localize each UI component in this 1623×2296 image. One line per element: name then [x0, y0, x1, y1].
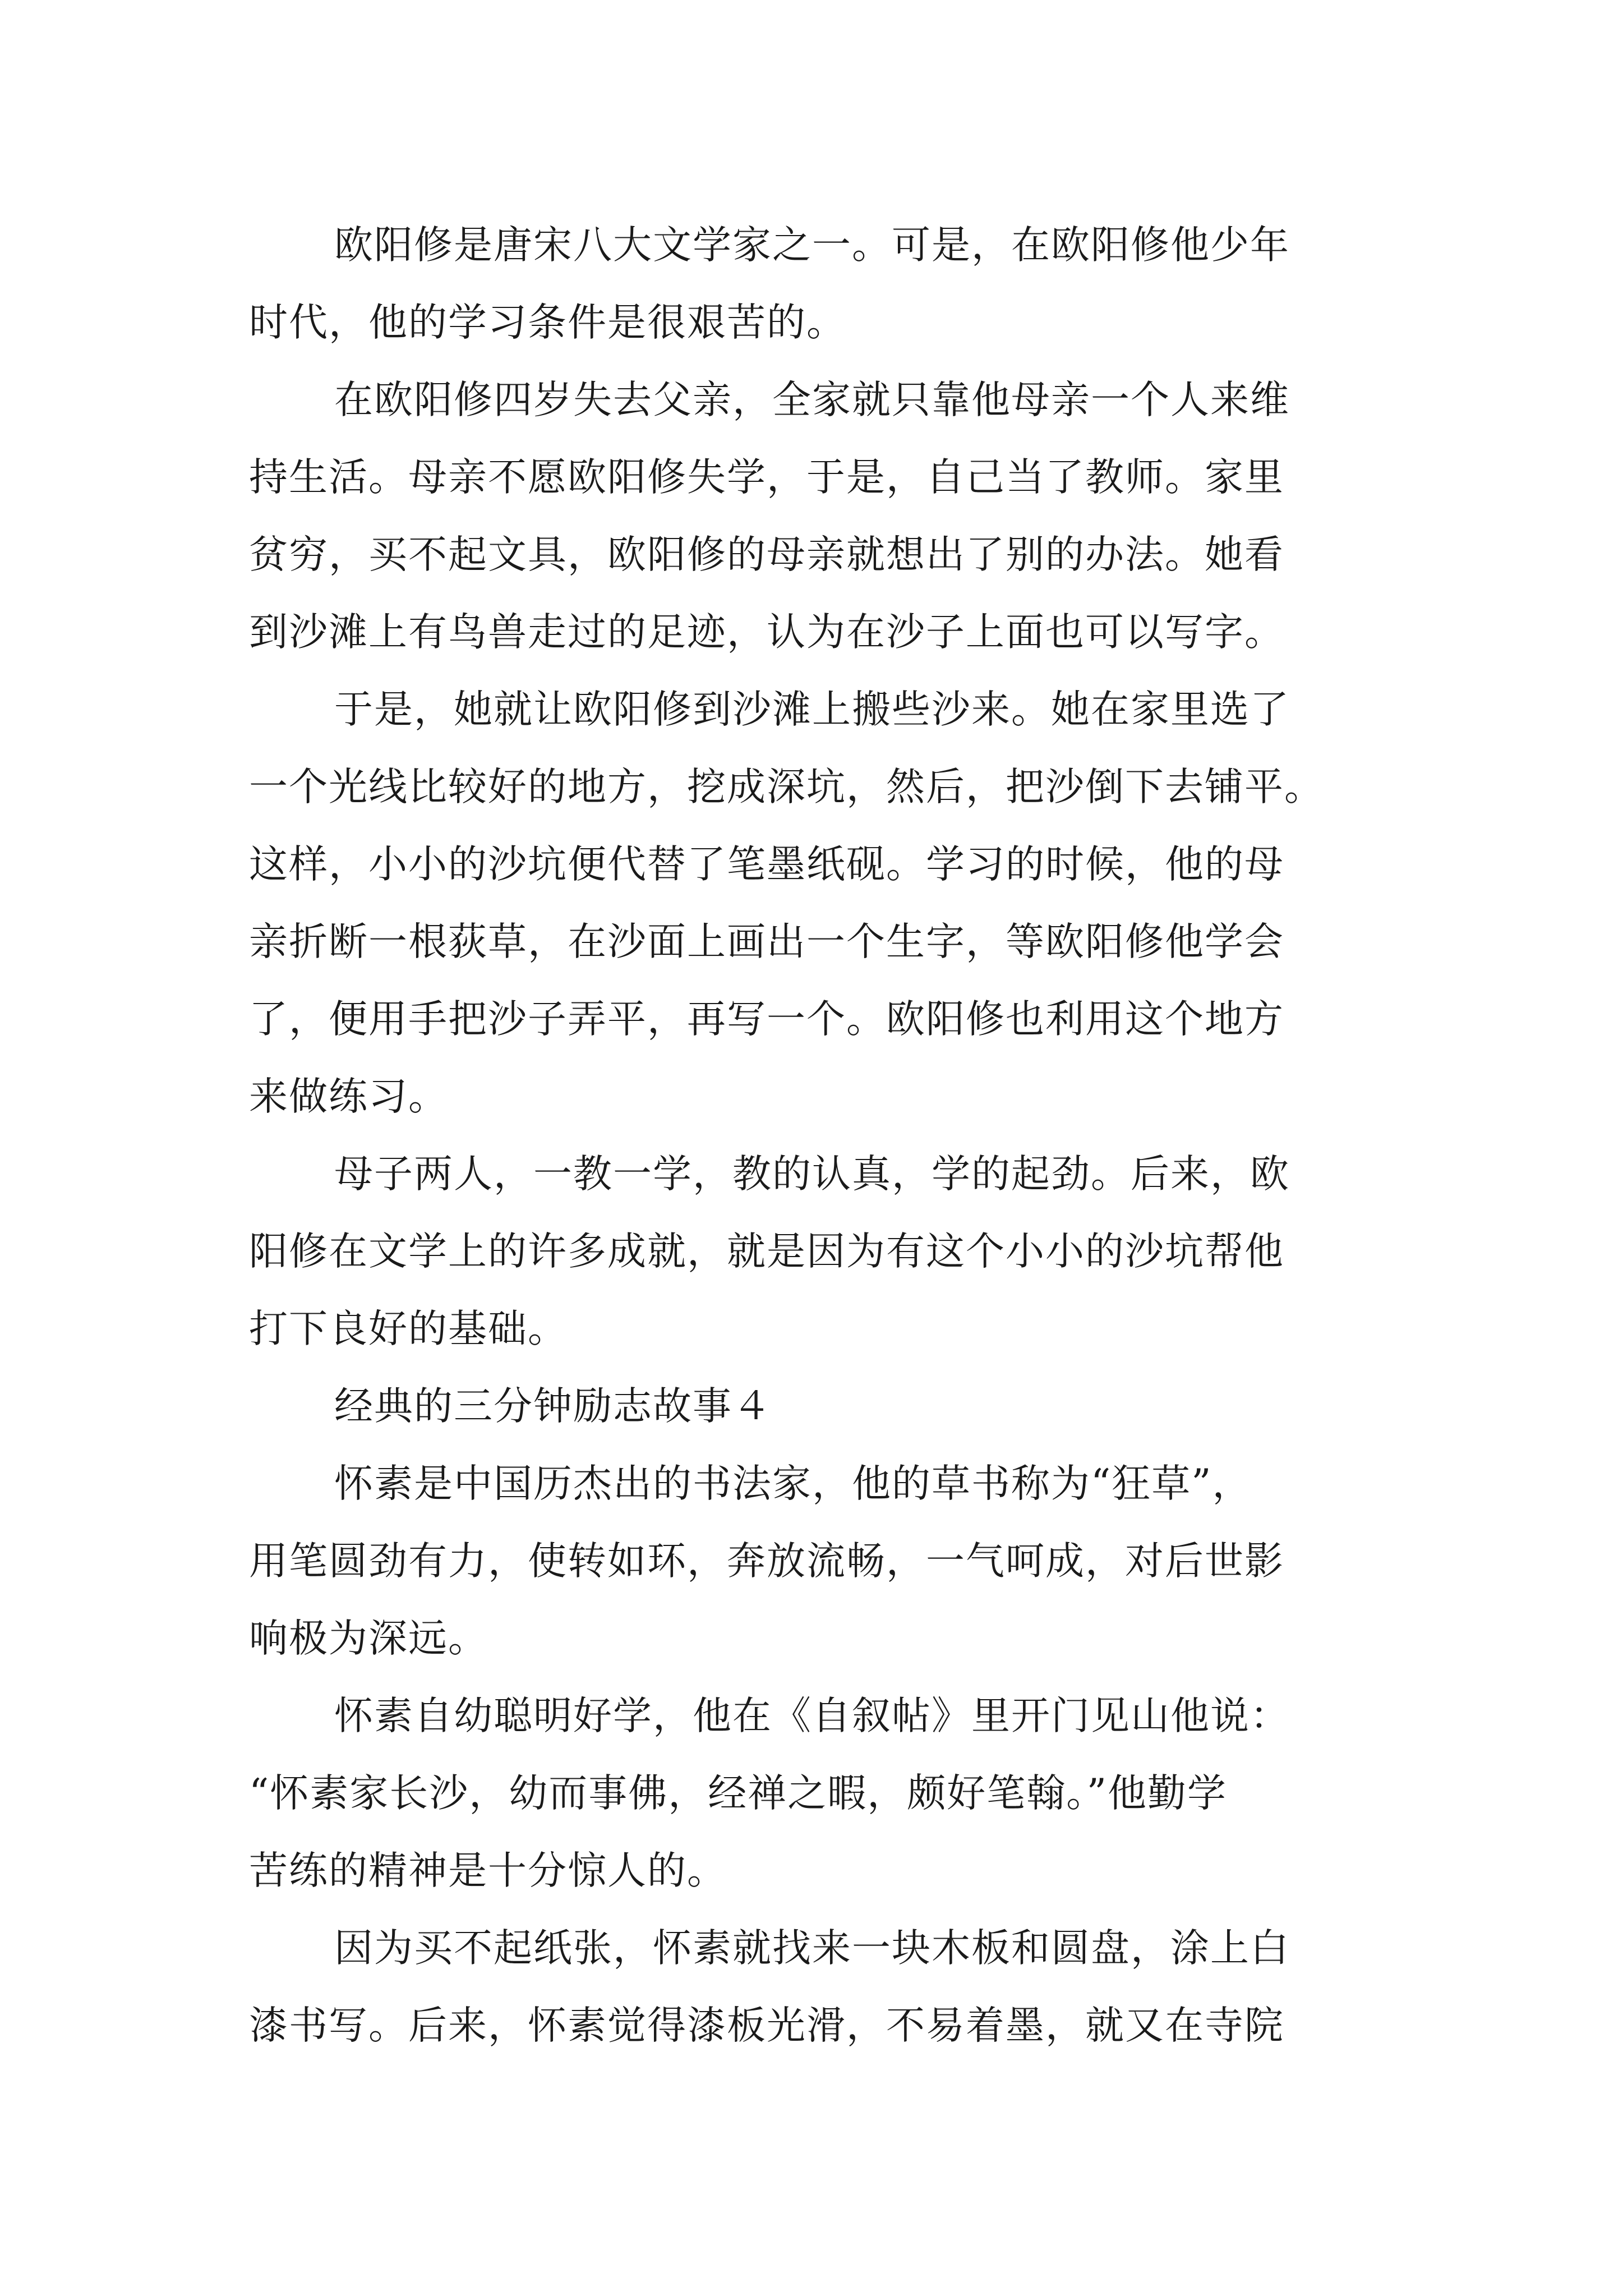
- text-line: 亲折断一根荻草，在沙面上画出一个生字，等欧阳修他学会: [249, 919, 1284, 964]
- text-line: 怀素自幼聪明好学，他在《自叙帖》里开门见山他说：: [334, 1694, 1290, 1738]
- text-line: 持生活。母亲不愿欧阳修失学，于是，自己当了教师。家里: [249, 455, 1284, 500]
- paragraph-7: [249, 1910, 1393, 2064]
- paragraph-1: [249, 206, 1393, 361]
- paragraph-2: [249, 361, 1393, 671]
- text-line: 欧阳修是唐宋八大文学家之一。可是，在欧阳修他少年: [334, 223, 1290, 268]
- text-line: 因为买不起纸张，怀素就找来一块木板和圆盘，涂上白: [334, 1926, 1290, 1971]
- paragraph-4: [249, 1135, 1393, 1368]
- paragraph-6: [249, 1677, 1393, 1910]
- text-line: 一个光线比较好的地方，挖成深坑，然后，把沙倒下去铺平。: [249, 765, 1324, 809]
- paragraph-5: [249, 1445, 1393, 1677]
- text-line: 于是，她就让欧阳修到沙滩上搬些沙来。她在家里选了: [334, 687, 1290, 732]
- text-line: 到沙滩上有鸟兽走过的足迹，认为在沙子上面也可以写字。: [249, 610, 1284, 655]
- text-line: 母子两人，一教一学，教的认真，学的起劲。后来，欧: [334, 1152, 1290, 1197]
- text-line: 怀素是中国历杰出的书法家，他的草书称为“狂草”，: [334, 1461, 1252, 1506]
- text-line: 打下良好的基础。: [249, 1306, 568, 1351]
- paragraph-3: [249, 671, 1393, 1135]
- section-title: 经典的三分钟励志故事４: [334, 1384, 772, 1429]
- text-line: 漆书写。后来，怀素觉得漆板光滑，不易着墨，就又在寺院: [249, 2003, 1284, 2048]
- text-line: “怀素家长沙，幼而事佛，经禅之暇，颇好笔翰。”他勤学: [249, 1771, 1228, 1816]
- document-body: [249, 206, 1393, 2064]
- text-line: 来做练习。: [249, 1074, 448, 1119]
- text-line: 在欧阳修四岁失去父亲，全家就只靠他母亲一个人来维: [334, 378, 1290, 422]
- text-line: 苦练的精神是十分惊人的。: [249, 1848, 727, 1893]
- text-line: 了，便用手把沙子弄平，再写一个。欧阳修也利用这个地方: [249, 997, 1284, 1042]
- text-line: 贫穷，买不起文具，欧阳修的母亲就想出了别的办法。她看: [249, 532, 1284, 577]
- text-line: 响极为深远。: [249, 1616, 488, 1661]
- text-line: 这样，小小的沙坑便代替了笔墨纸砚。学习的时候，他的母: [249, 842, 1284, 887]
- section-heading: [249, 1368, 1393, 1445]
- text-line: 用笔圆劲有力，使转如环，奔放流畅，一气呵成，对后世影: [249, 1539, 1284, 1584]
- text-line: 时代，他的学习条件是很艰苦的。: [249, 300, 846, 345]
- text-line: 阳修在文学上的许多成就，就是因为有这个小小的沙坑帮他: [249, 1229, 1284, 1274]
